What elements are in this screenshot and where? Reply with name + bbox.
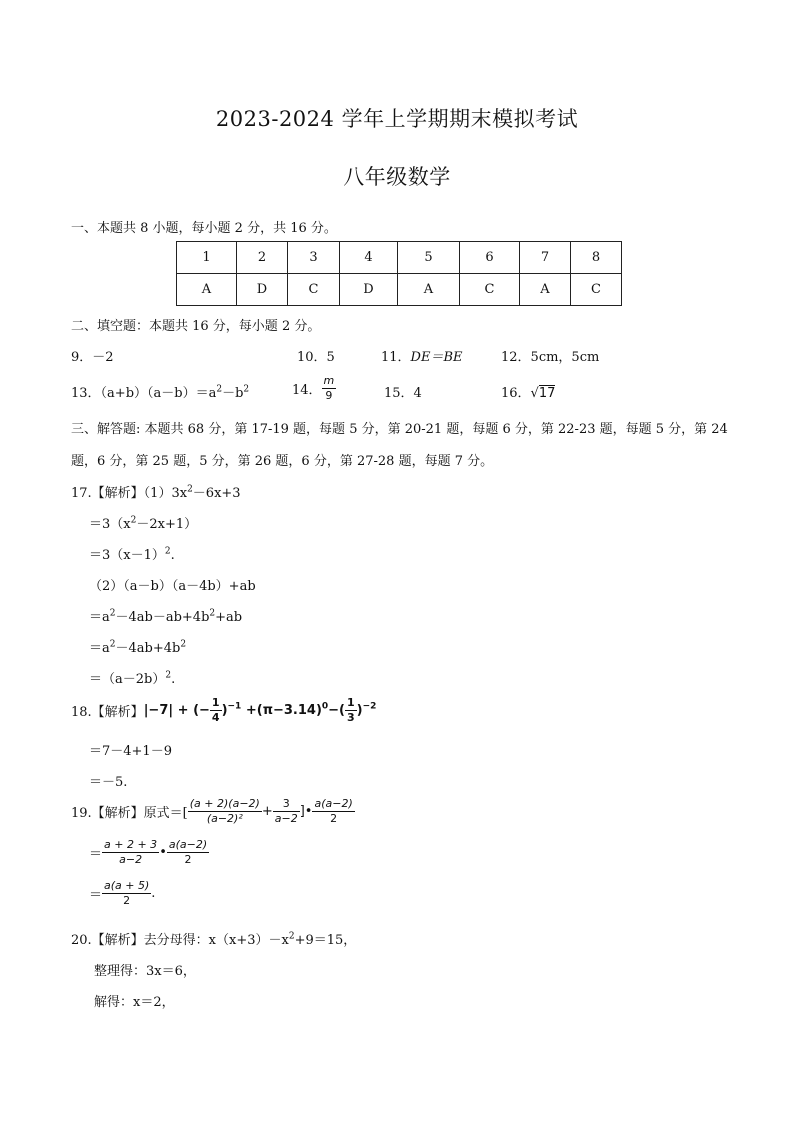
fraction-numerator: (a + 2)(a−2) [189, 797, 260, 810]
q18-line3: ＝－5. [89, 775, 128, 790]
q17-line6 [89, 637, 186, 656]
answer-q13 [71, 382, 249, 401]
exponent: 2 [164, 546, 171, 557]
exponent: 0 [321, 701, 329, 712]
part3-heading-line2: 题，6 分，第 25 题，5 分，第 26 题，6 分，第 27-28 题，每题 7 分。 [71, 454, 494, 469]
fraction-denominator: (a−2)² [206, 812, 243, 825]
q20-line3: 解得：x＝2， [94, 995, 175, 1010]
exponent: −2 [362, 701, 377, 712]
expr-part: −( [328, 703, 345, 718]
expr-part: +(π−3.14) [241, 703, 322, 718]
table-cell: 3 [288, 242, 340, 274]
answer-q15: 15．4 [384, 386, 422, 401]
fraction [102, 879, 151, 908]
exponent: 2 [209, 608, 216, 619]
exponent: 2 [180, 639, 187, 650]
q18-line2: ＝7－4+1－9 [89, 744, 172, 759]
q17-line4: （2）（a－b）（a－4b）+ab [89, 579, 256, 594]
text-span: ＝（a－2b） [89, 672, 166, 687]
text-span: ＝a [89, 610, 110, 625]
table-cell: 6 [460, 242, 520, 274]
table-cell: A [398, 274, 460, 306]
answer-q14 [292, 374, 336, 403]
answer-q11 [381, 346, 463, 365]
equals-sign: ＝ [89, 888, 103, 903]
table-cell: 5 [398, 242, 460, 274]
table-cell: 2 [237, 242, 288, 274]
answer-q10: 10．5 [297, 350, 335, 365]
q13-mid: －b [222, 386, 244, 401]
text-span: ＝3（x [89, 517, 131, 532]
fraction-one-quarter [210, 696, 222, 725]
q13-exponent: 2 [243, 384, 250, 395]
q19-label: 19.【解析】原式＝[ [71, 806, 188, 821]
answer-q16 [501, 382, 555, 401]
q19-line1 [71, 797, 355, 826]
fraction-denominator: 2 [184, 853, 192, 866]
table-row-numbers [177, 242, 622, 274]
answer-q12: 12．5cm，5cm [501, 350, 600, 365]
table-cell: D [340, 274, 398, 306]
period: . [151, 886, 156, 901]
fraction-numerator: a + 2 + 3 [104, 838, 158, 851]
exam-title: 2023-2024 学年上学期期末模拟考试 [215, 107, 579, 131]
fraction-denominator: 2 [330, 812, 338, 825]
part1-heading: 一、本题共 8 小题，每小题 2 分，共 16 分。 [71, 221, 337, 236]
table-cell: A [177, 274, 237, 306]
q17-line5 [89, 606, 242, 625]
q13-exponent: 2 [216, 384, 223, 395]
text-span: －2x+1） [136, 517, 198, 532]
table-cell: 4 [340, 242, 398, 274]
fraction-denominator: a−2 [274, 812, 298, 825]
q19-line3 [89, 879, 155, 908]
exponent: 2 [187, 484, 193, 495]
expr-part: |−7| + (− [143, 703, 210, 718]
q17-line7 [89, 668, 175, 687]
table-cell: D [237, 274, 288, 306]
text-span: －4ab－ab+4b [115, 610, 210, 625]
table-cell: C [460, 274, 520, 306]
part3-heading-line1: 三、解答题: 本题共 68 分，第 17-19 题，每题 5 分，第 20-21 题，每题 6 分，第 22-23 题，每题 5 分，第 24 [71, 422, 728, 437]
exponent: 2 [109, 608, 116, 619]
table-cell: C [571, 274, 622, 306]
radical-sign: √ [530, 386, 539, 401]
equals-sign: ＝ [89, 847, 103, 862]
text-span: +9＝15， [294, 933, 357, 948]
fraction-numerator: 1 [347, 696, 355, 709]
answer-table [176, 241, 622, 306]
q18-label: 18.【解析】 [71, 705, 144, 720]
table-cell: C [288, 274, 340, 306]
text-span: ＝3（x－1） [89, 548, 165, 563]
radicand: 17 [538, 386, 556, 401]
fraction-denominator: 3 [347, 711, 355, 724]
exponent: −1 [227, 701, 242, 712]
expr-part: ) [356, 703, 363, 718]
text-span: +ab [215, 610, 243, 625]
exam-subtitle: 八年级数学 [343, 165, 451, 189]
q11-answer: DE＝BE [410, 350, 463, 365]
q14-fraction [322, 374, 337, 403]
table-cell: 1 [177, 242, 237, 274]
q13-label: 13． [71, 386, 101, 401]
q11-label: 11． [381, 350, 411, 365]
fraction-denominator: a−2 [119, 853, 143, 866]
exponent: 2 [165, 670, 172, 681]
answer-q9: 9．－2 [71, 350, 114, 365]
q16-label: 16． [501, 386, 531, 401]
fraction-denominator: 2 [123, 894, 131, 907]
fraction-numerator: 1 [211, 696, 220, 709]
text-span: . [171, 672, 176, 687]
fraction-numerator: 3 [273, 797, 300, 812]
expr-part: ) [221, 703, 228, 718]
fraction-numerator: a(a + 5) [104, 879, 150, 892]
operator: + [261, 804, 273, 819]
fraction [312, 797, 354, 826]
q20-line2: 整理得：3x＝6， [94, 964, 196, 979]
q17-line3 [89, 544, 175, 563]
q18-line1 [71, 696, 376, 725]
exponent: 2 [288, 931, 295, 942]
fraction-numerator: a(a−2) [314, 797, 353, 810]
operator: ]• [299, 804, 313, 819]
text-span: －4ab+4b [115, 641, 181, 656]
q14-label: 14． [292, 383, 322, 398]
fraction [188, 797, 262, 826]
text-span: 20.【解析】去分母得：x（x+3）－x [71, 933, 289, 948]
table-row-answers [177, 274, 622, 306]
text-span: 17.【解析】（1）3x [71, 486, 188, 501]
table-cell: 8 [571, 242, 622, 274]
q20-line1 [71, 929, 356, 948]
q17-line1 [71, 482, 241, 501]
part2-heading: 二、填空题：本题共 16 分，每小题 2 分。 [71, 319, 321, 334]
text-span: －6x+3 [192, 486, 241, 501]
fraction [167, 838, 209, 867]
fraction [273, 797, 300, 826]
fraction-one-third [345, 696, 357, 725]
fraction-numerator: m [323, 374, 335, 387]
fraction-numerator: a(a−2) [168, 838, 208, 851]
fraction-denominator: 4 [211, 711, 220, 724]
fraction [102, 838, 159, 867]
text-span: . [170, 548, 175, 563]
q13-lhs: （a+b）（a－b）＝a [100, 386, 217, 401]
q17-line2 [89, 513, 197, 532]
operator: • [159, 845, 167, 860]
exponent: 2 [130, 515, 137, 526]
text-span: ＝a [89, 641, 110, 656]
table-cell: A [520, 274, 571, 306]
q19-line2 [89, 838, 209, 867]
exponent: 2 [109, 639, 116, 650]
fraction-denominator: 9 [325, 389, 333, 402]
table-cell: 7 [520, 242, 571, 274]
